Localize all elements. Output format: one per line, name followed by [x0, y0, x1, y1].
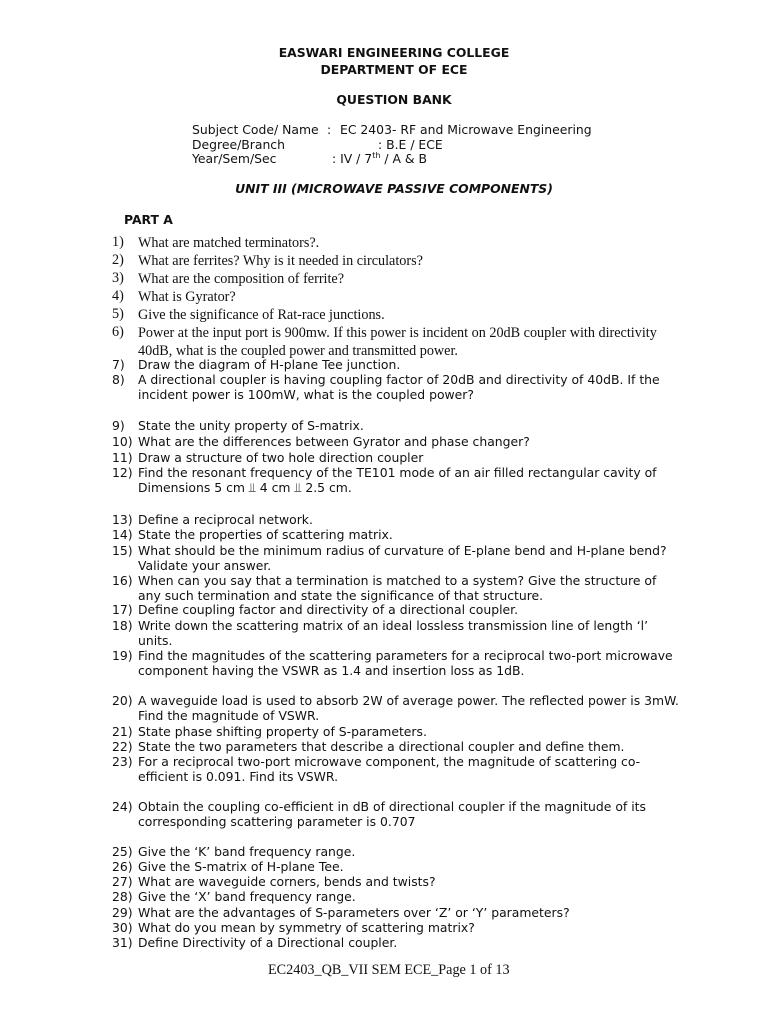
question-text [138, 372, 660, 402]
question-number: 3) [112, 270, 124, 286]
question-text-line: Obtain the coupling co-efficient in dB of directional coupler if the magnitude of its [138, 799, 646, 814]
question-text [138, 739, 624, 754]
question-number: 17) [112, 602, 133, 617]
question-text [138, 889, 356, 904]
question-text-line: efficient is 0.091. Find its VSWR. [138, 769, 339, 785]
question-number: 10) [112, 434, 133, 449]
question-text [138, 573, 656, 603]
year-label: Year/Sem/Sec [192, 151, 277, 166]
question-text [138, 859, 344, 874]
question-text-line: What are matched terminators?. [138, 235, 320, 251]
question-text-line: units. [138, 633, 173, 649]
page-footer: EC2403_QB_VII SEM ECE_Page 1 of 13 [268, 962, 510, 978]
question-number: 25) [112, 844, 133, 859]
question-number: 23) [112, 754, 133, 769]
question-number: 16) [112, 573, 133, 588]
question-text-line: 40dB, what is the coupled power and transmitted power. [138, 343, 458, 359]
question-number: 4) [112, 288, 124, 304]
question-text-line: Give the S-matrix of H-plane Tee. [138, 859, 344, 874]
question-text-line: Define Directivity of a Directional coupler. [138, 935, 398, 950]
question-text [138, 418, 364, 433]
question-text-line: Draw the diagram of H-plane Tee junction. [138, 357, 401, 372]
question-text [138, 306, 385, 324]
question-text [138, 754, 640, 784]
question-text [138, 799, 646, 829]
question-number: 8) [112, 372, 125, 387]
question-text-line: corresponding scattering parameter is 0.707 [138, 814, 416, 830]
question-number: 14) [112, 527, 133, 542]
question-text-line: What are waveguide corners, bends and twists? [138, 874, 436, 889]
question-text [138, 920, 475, 935]
question-number: 1) [112, 234, 124, 250]
document-title: QUESTION BANK [336, 92, 452, 107]
question-text-line: incident power is 100mW, what is the coupled power? [138, 387, 474, 403]
question-text [138, 874, 436, 889]
question-text-line: Find the magnitudes of the scattering parameters for a reciprocal two-port microwave [138, 648, 673, 663]
question-text [138, 252, 423, 270]
question-number: 11) [112, 450, 133, 465]
question-number: 21) [112, 724, 133, 739]
question-text [138, 648, 673, 678]
question-number: 12) [112, 465, 133, 480]
question-number: 18) [112, 618, 133, 633]
question-number: 31) [112, 935, 133, 950]
question-number: 30) [112, 920, 133, 935]
question-text [138, 527, 393, 542]
degree-label: Degree/Branch [192, 137, 285, 152]
question-text-line: Validate your answer. [138, 558, 272, 574]
subject-label: Subject Code/ Name [192, 122, 319, 137]
question-text-line: When can you say that a termination is matched to a system? Give the structure of [138, 573, 657, 588]
question-text-line: Power at the input port is 900mw. If this power is incident on 20dB coupler with directivity [138, 325, 657, 341]
question-number: 29) [112, 905, 133, 920]
question-number: 28) [112, 889, 133, 904]
question-text-line: What do you mean by symmetry of scattering matrix? [138, 920, 475, 935]
question-text-line: any such termination and state the significance of that structure. [138, 588, 544, 604]
question-text-line: What are the composition of ferrite? [138, 271, 345, 287]
question-text [138, 357, 400, 372]
question-text-line: Give the ‘K’ band frequency range. [138, 844, 356, 859]
question-text-line: Find the resonant frequency of the TE101 mode of an air filled rectangular cavity of [138, 465, 657, 480]
question-text [138, 465, 657, 495]
question-text-line: Write down the scattering matrix of an ideal lossless transmission line of length ‘l’ [138, 618, 649, 633]
question-text [138, 288, 236, 306]
question-number: 20) [112, 693, 133, 708]
question-text-line: Define a reciprocal network. [138, 512, 313, 527]
year-value: : IV / 7th / A & B [332, 150, 427, 166]
question-text-line: What should be the minimum radius of curvature of E-plane bend and H-plane bend? [138, 543, 667, 558]
unit-title: UNIT III (MICROWAVE PASSIVE COMPONENTS) [235, 181, 553, 196]
question-text [138, 270, 344, 288]
degree-value: : B.E / ECE [378, 137, 443, 152]
question-text-line: What is Gyrator? [138, 289, 236, 305]
question-number: 19) [112, 648, 133, 663]
subject-value: EC 2403- RF and Microwave Engineering [340, 122, 592, 137]
question-text [138, 844, 355, 859]
question-text-line: A directional coupler is having coupling factor of 20dB and directivity of 40dB. If the [138, 372, 660, 387]
question-text-line: A waveguide load is used to absorb 2W of average power. The reflected power is 3mW. [138, 693, 679, 708]
subject-colon: : [327, 122, 332, 137]
question-text [138, 618, 648, 648]
question-text-line: State the two parameters that describe a directional coupler and define them. [138, 739, 625, 754]
question-text [138, 935, 397, 950]
question-number: 9) [112, 418, 125, 433]
question-text [138, 905, 570, 920]
question-text-line: State phase shifting property of S-parameters. [138, 724, 427, 739]
question-number: 7) [112, 357, 125, 372]
college-name: EASWARI ENGINEERING COLLEGE [278, 45, 510, 60]
question-text [138, 602, 518, 617]
question-number: 22) [112, 739, 133, 754]
question-text-line: component having the VSWR as 1.4 and insertion loss as 1dB. [138, 663, 525, 679]
question-number: 5) [112, 306, 124, 322]
question-text [138, 234, 319, 252]
question-number: 15) [112, 543, 133, 558]
question-text [138, 543, 667, 573]
question-text-line: State the unity property of S-matrix. [138, 418, 364, 433]
question-text-line: Define coupling factor and directivity of a directional coupler. [138, 602, 519, 617]
question-text [138, 450, 423, 465]
question-text-line: Give the ‘X’ band frequency range. [138, 889, 356, 904]
question-text [138, 693, 679, 723]
question-text [138, 512, 313, 527]
question-number: 13) [112, 512, 133, 527]
question-number: 2) [112, 252, 124, 268]
question-text-line: Give the significance of Rat-race junctions. [138, 307, 385, 323]
question-number: 6) [112, 324, 124, 340]
question-text-line: For a reciprocal two-port microwave component, the magnitude of scattering co- [138, 754, 641, 769]
question-text-line: What are the advantages of S-parameters over ‘Z’ or ‘Y’ parameters? [138, 905, 570, 920]
question-text [138, 724, 427, 739]
question-text [138, 324, 657, 360]
question-text-line: State the properties of scattering matrix. [138, 527, 393, 542]
question-number: 27) [112, 874, 133, 889]
part-label: PART A [124, 212, 173, 227]
question-text-line: Find the magnitude of VSWR. [138, 708, 320, 724]
question-text-line: What are the differences between Gyrator and phase changer? [138, 434, 530, 449]
question-number: 26) [112, 859, 133, 874]
question-text [138, 434, 530, 449]
department-name: DEPARTMENT OF ECE [320, 62, 468, 77]
question-text-line: Draw a structure of two hole direction coupler [138, 450, 424, 465]
question-text-line: What are ferrites? Why is it needed in circulators? [138, 253, 423, 269]
question-number: 24) [112, 799, 133, 814]
question-text-line: Dimensions 5 cm ⫫ 4 cm ⫫ 2.5 cm. [138, 480, 352, 496]
